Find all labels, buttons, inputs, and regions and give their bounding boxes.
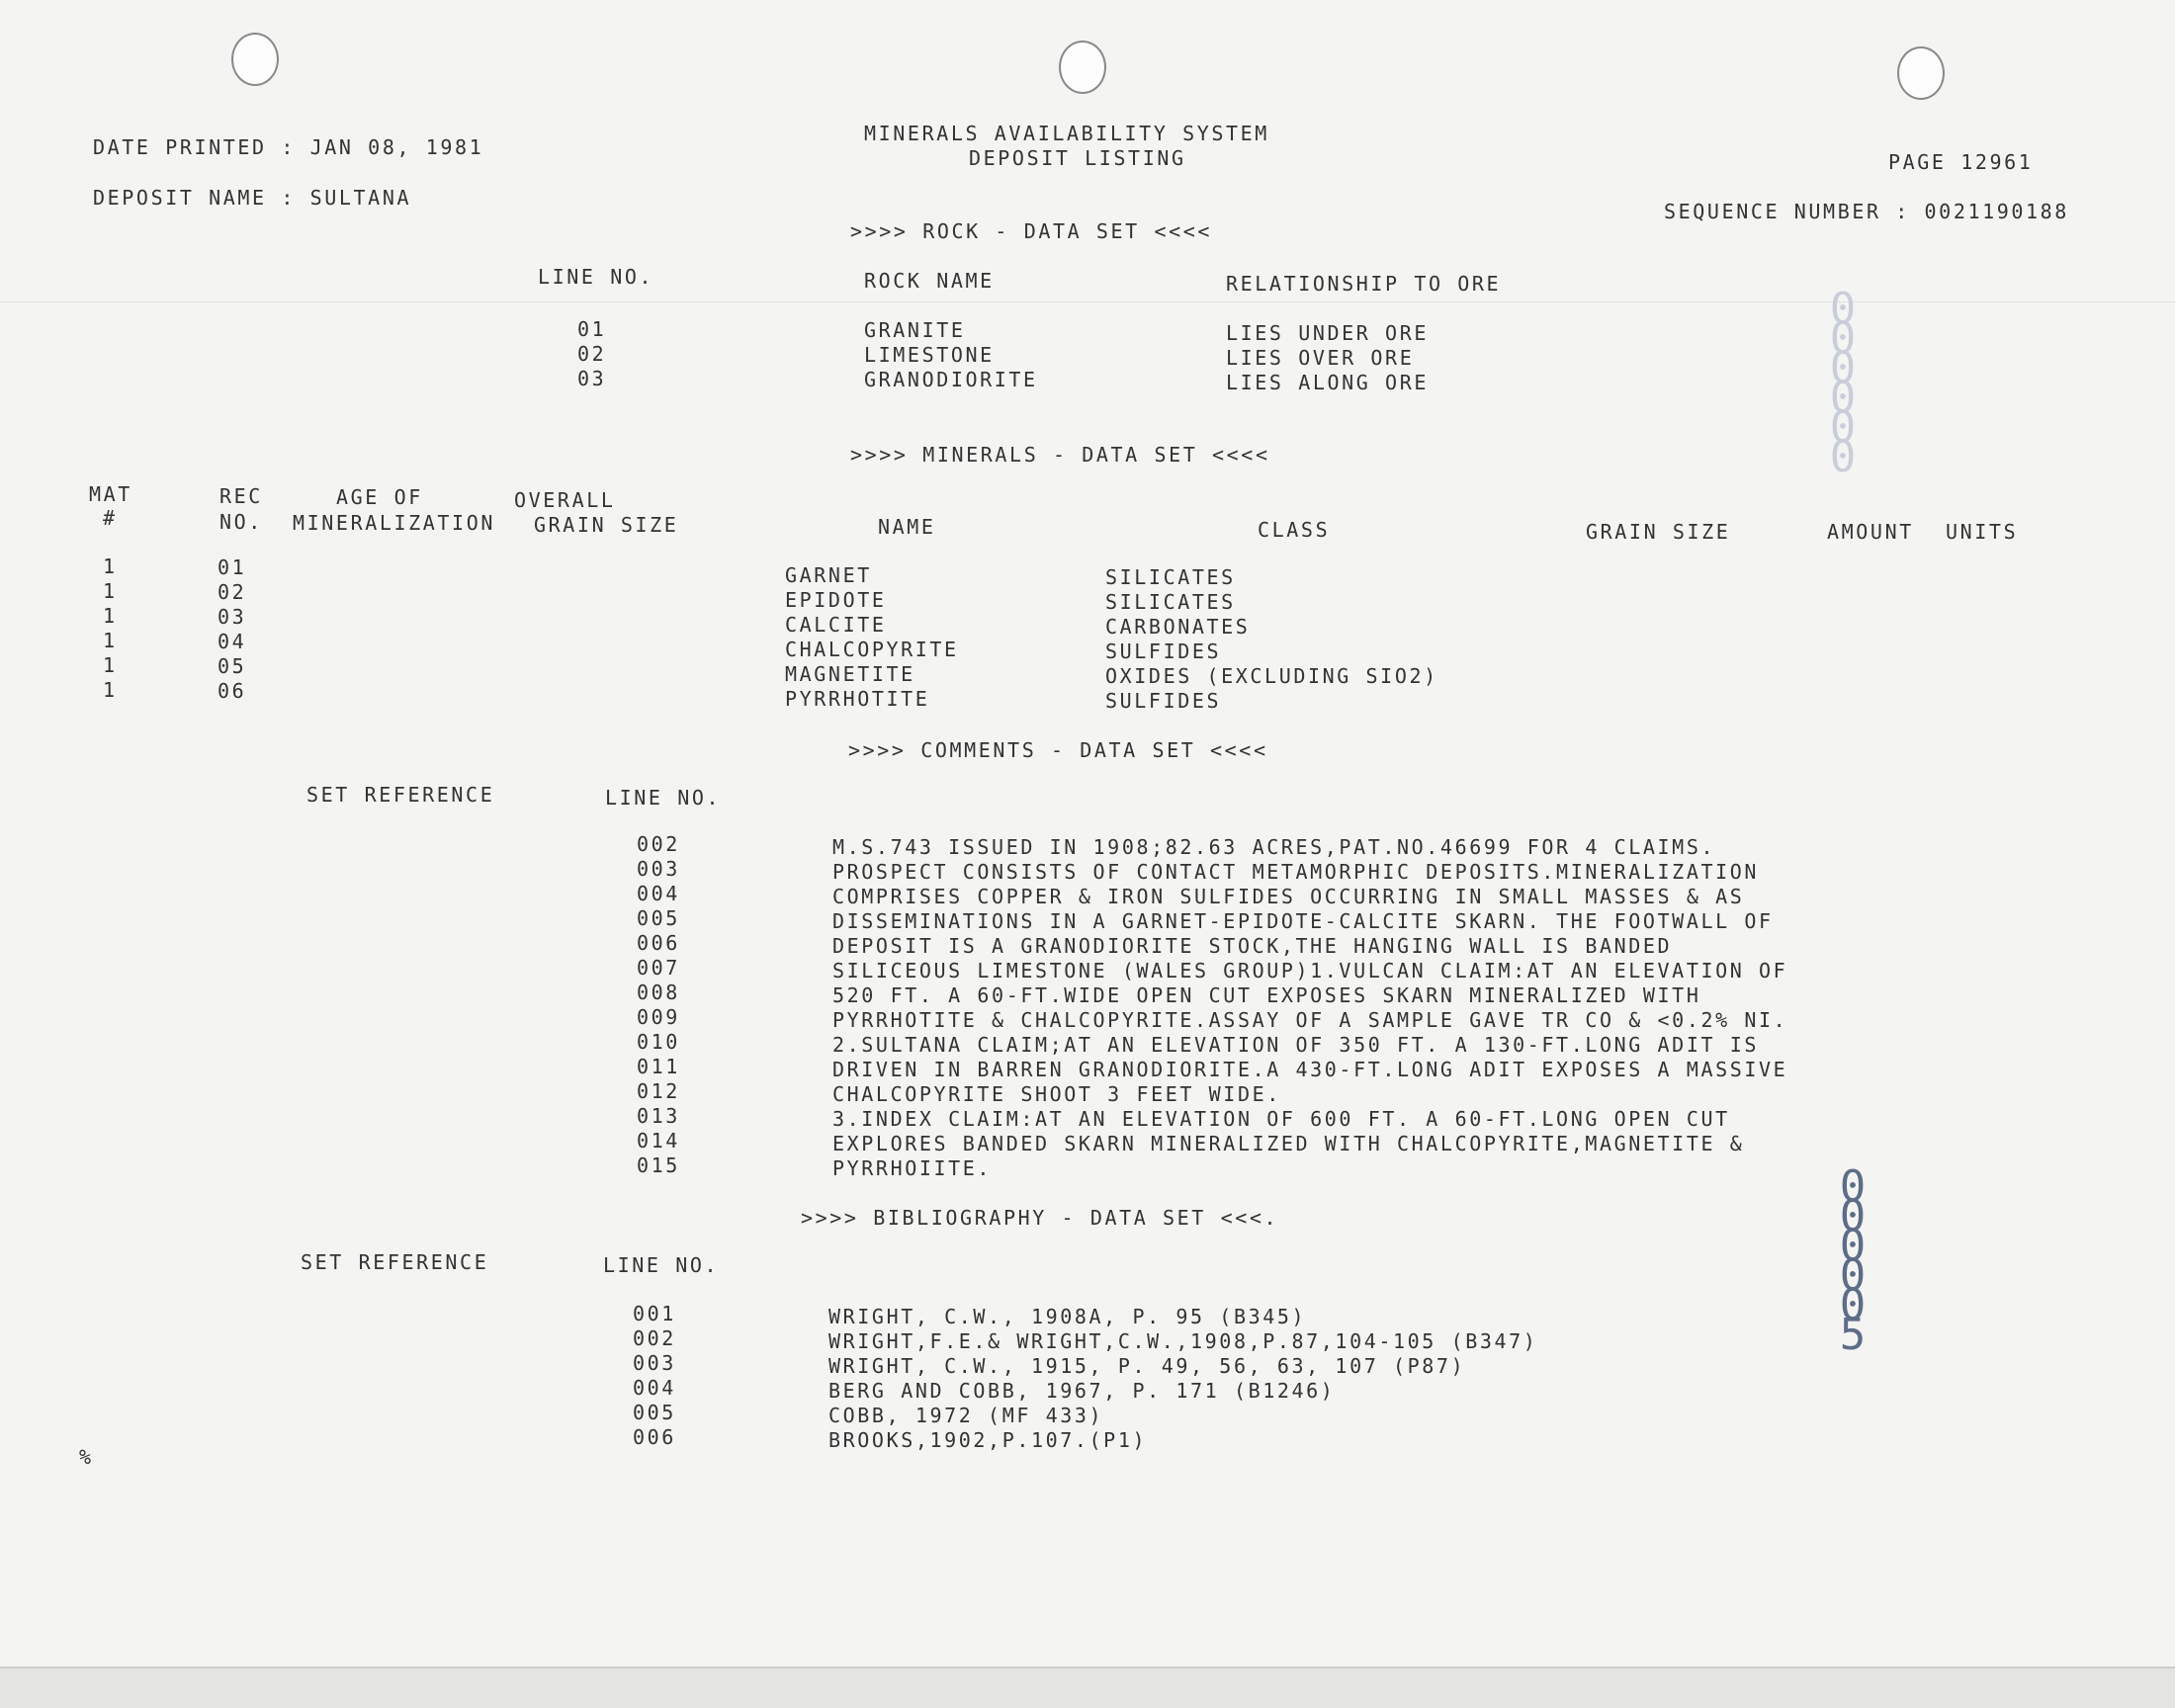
comment-line: 006	[637, 931, 680, 955]
comment-text: COMPRISES COPPER & IRON SULFIDES OCCURRING IN SMALL MASSES & AS	[832, 885, 1745, 908]
comment-line: 015	[637, 1153, 680, 1177]
bibliography-section-title: >>>> BIBLIOGRAPHY - DATA SET <<<.	[801, 1206, 1279, 1230]
stamp-number-faint: 0 0 0 0 0 0	[1829, 284, 1857, 482]
comments-col-line: LINE NO.	[605, 786, 722, 810]
comment-line: 009	[637, 1005, 680, 1029]
comment-text: M.S.743 ISSUED IN 1908;82.63 ACRES,PAT.NO.46699 FOR 4 CLAIMS.	[832, 835, 1716, 859]
comment-line: 011	[637, 1055, 680, 1078]
minerals-col-overall: OVERALL	[514, 488, 616, 512]
minerals-col-mat-hash: #	[103, 506, 118, 530]
comment-text: 2.SULTANA CLAIM;AT AN ELEVATION OF 350 FT. A 130-FT.LONG ADIT IS	[832, 1033, 1760, 1057]
bibliography-line: 005	[633, 1401, 676, 1424]
comment-line: 002	[637, 832, 680, 856]
minerals-col-overall-grain: GRAIN SIZE	[534, 513, 679, 537]
comment-line: 014	[637, 1129, 680, 1153]
mineral-name: MAGNETITE	[785, 662, 915, 686]
comment-line: 013	[637, 1104, 680, 1128]
comment-text: EXPLORES BANDED SKARN MINERALIZED WITH CHALCOPYRITE,MAGNETITE &	[832, 1132, 1745, 1155]
rock-relationship-column	[1226, 321, 1429, 395]
punch-hole	[1059, 41, 1106, 94]
mineral-class: SILICATES	[1105, 590, 1236, 614]
rock-relationship: LIES UNDER ORE	[1226, 321, 1429, 345]
minerals-col-mat: MAT	[89, 482, 132, 506]
comment-line: 010	[637, 1030, 680, 1054]
rock-col-relationship: RELATIONSHIP TO ORE	[1226, 272, 1502, 296]
mineral-mat: 1	[103, 555, 118, 578]
rock-line: 02	[577, 342, 607, 366]
bibliography-col-set-reference: SET REFERENCE	[301, 1250, 489, 1274]
minerals-col-name: NAME	[878, 515, 936, 539]
rock-line-column	[577, 317, 606, 391]
bibliography-entry: WRIGHT, C.W., 1915, P. 49, 56, 63, 107 (P87)	[828, 1354, 1466, 1378]
bibliography-line: 001	[633, 1302, 676, 1325]
comment-text: CHALCOPYRITE SHOOT 3 FEET WIDE.	[832, 1082, 1281, 1106]
rock-name-column	[864, 318, 1038, 392]
rock-name: GRANODIORITE	[864, 368, 1038, 391]
bibliography-line: 006	[633, 1425, 676, 1449]
page-number: PAGE 12961	[1888, 150, 2034, 174]
mineral-rec: 06	[218, 679, 247, 703]
mineral-class: OXIDES (EXCLUDING SIO2)	[1105, 664, 1438, 688]
bibliography-entry: BROOKS,1902,P.107.(P1)	[828, 1428, 1148, 1452]
comment-text: 3.INDEX CLAIM:AT AN ELEVATION OF 600 FT. A 60-FT.LONG OPEN CUT	[832, 1107, 1730, 1131]
mineral-name: CHALCOPYRITE	[785, 638, 959, 661]
footer-percent-mark: %	[79, 1445, 94, 1469]
mineral-class: SULFIDES	[1105, 689, 1222, 713]
comment-text: SILICEOUS LIMESTONE (WALES GROUP)1.VULCAN CLAIM:AT AN ELEVATION OF	[832, 959, 1788, 982]
minerals-col-units: UNITS	[1946, 520, 2019, 544]
comment-text: DEPOSIT IS A GRANODIORITE STOCK,THE HANGING WALL IS BANDED	[832, 934, 1673, 958]
minerals-mat-column	[103, 555, 118, 703]
comments-text-column	[832, 835, 1787, 1181]
comment-text: DISSEMINATIONS IN A GARNET-EPIDOTE-CALCITE SKARN. THE FOOTWALL OF	[832, 909, 1774, 933]
mineral-rec: 05	[218, 654, 247, 678]
mineral-name: GARNET	[785, 563, 872, 587]
bibliography-line: 004	[633, 1376, 676, 1400]
mineral-name: EPIDOTE	[785, 588, 887, 612]
bibliography-entry: WRIGHT,F.E.& WRIGHT,C.W.,1908,P.87,104-105 (B347)	[828, 1329, 1538, 1353]
comments-section-title: >>>> COMMENTS - DATA SET <<<<	[848, 738, 1268, 762]
bibliography-line: 003	[633, 1351, 676, 1375]
minerals-col-rec: REC	[219, 484, 263, 508]
minerals-col-rec-no: NO.	[219, 510, 263, 534]
mineral-mat: 1	[103, 604, 118, 628]
minerals-class-column	[1105, 565, 1438, 714]
mineral-rec: 03	[218, 605, 247, 629]
comment-line: 005	[637, 906, 680, 930]
minerals-col-grain-size: GRAIN SIZE	[1586, 520, 1731, 544]
comment-text: PYRRHOIITE.	[832, 1156, 993, 1180]
comment-text: PYRRHOTITE & CHALCOPYRITE.ASSAY OF A SAMPLE GAVE TR CO & <0.2% NI.	[832, 1008, 1788, 1032]
listing-title: DEPOSIT LISTING	[969, 146, 1186, 170]
minerals-col-age: AGE OF	[336, 485, 423, 509]
minerals-col-mineralization: MINERALIZATION	[293, 511, 495, 535]
minerals-col-amount: AMOUNT	[1827, 520, 1914, 544]
mineral-mat: 1	[103, 579, 118, 603]
mineral-rec: 04	[218, 630, 247, 653]
rock-relationship: LIES OVER ORE	[1226, 346, 1415, 370]
bibliography-line-column	[633, 1302, 676, 1450]
mineral-class: CARBONATES	[1105, 615, 1251, 639]
rock-name: GRANITE	[864, 318, 966, 342]
bibliography-text-column	[828, 1305, 1537, 1453]
bibliography-line: 002	[633, 1326, 676, 1350]
minerals-name-column	[785, 563, 959, 712]
bibliography-col-line: LINE NO.	[603, 1253, 720, 1277]
rock-section-title: >>>> ROCK - DATA SET <<<<	[850, 219, 1213, 243]
system-title: MINERALS AVAILABILITY SYSTEM	[864, 122, 1269, 145]
rock-line: 01	[577, 317, 607, 341]
bibliography-entry: BERG AND COBB, 1967, P. 171 (B1246)	[828, 1379, 1336, 1403]
comment-text: DRIVEN IN BARREN GRANODIORITE.A 430-FT.LONG ADIT EXPOSES A MASSIVE	[832, 1058, 1788, 1081]
punch-hole	[1897, 46, 1945, 100]
stamp-number: 0 0 0 0 0 5	[1839, 1161, 1867, 1360]
rock-line: 03	[577, 367, 607, 390]
sequence-number: SEQUENCE NUMBER : 0021190188	[1664, 200, 2069, 223]
comment-line: 012	[637, 1079, 680, 1103]
mineral-mat: 1	[103, 629, 118, 652]
mineral-class: SULFIDES	[1105, 640, 1222, 663]
mineral-mat: 1	[103, 678, 118, 702]
mineral-class: SILICATES	[1105, 565, 1236, 589]
bibliography-entry: COBB, 1972 (MF 433)	[828, 1404, 1104, 1427]
comment-line: 008	[637, 981, 680, 1004]
rock-name: LIMESTONE	[864, 343, 995, 367]
comments-col-set-reference: SET REFERENCE	[306, 783, 495, 807]
mineral-name: PYRRHOTITE	[785, 687, 930, 711]
comment-line: 004	[637, 882, 680, 905]
comments-line-column	[637, 832, 680, 1178]
mineral-rec: 01	[218, 555, 247, 579]
bibliography-entry: WRIGHT, C.W., 1908A, P. 95 (B345)	[828, 1305, 1307, 1328]
punch-hole	[231, 33, 279, 86]
minerals-section-title: >>>> MINERALS - DATA SET <<<<	[850, 443, 1270, 467]
rock-col-line: LINE NO.	[538, 265, 654, 289]
comment-text: PROSPECT CONSISTS OF CONTACT METAMORPHIC DEPOSITS.MINERALIZATION	[832, 860, 1760, 884]
comment-line: 007	[637, 956, 680, 980]
date-printed: DATE PRINTED : JAN 08, 1981	[93, 135, 484, 159]
mineral-name: CALCITE	[785, 613, 887, 637]
deposit-name: DEPOSIT NAME : SULTANA	[93, 186, 412, 210]
rock-col-name: ROCK NAME	[864, 269, 995, 293]
rock-relationship: LIES ALONG ORE	[1226, 371, 1429, 394]
minerals-rec-column	[218, 555, 246, 704]
mineral-rec: 02	[218, 580, 247, 604]
comment-text: 520 FT. A 60-FT.WIDE OPEN CUT EXPOSES SKARN MINERALIZED WITH	[832, 983, 1701, 1007]
comment-line: 003	[637, 857, 680, 881]
minerals-col-class: CLASS	[1258, 518, 1331, 542]
mineral-mat: 1	[103, 653, 118, 677]
